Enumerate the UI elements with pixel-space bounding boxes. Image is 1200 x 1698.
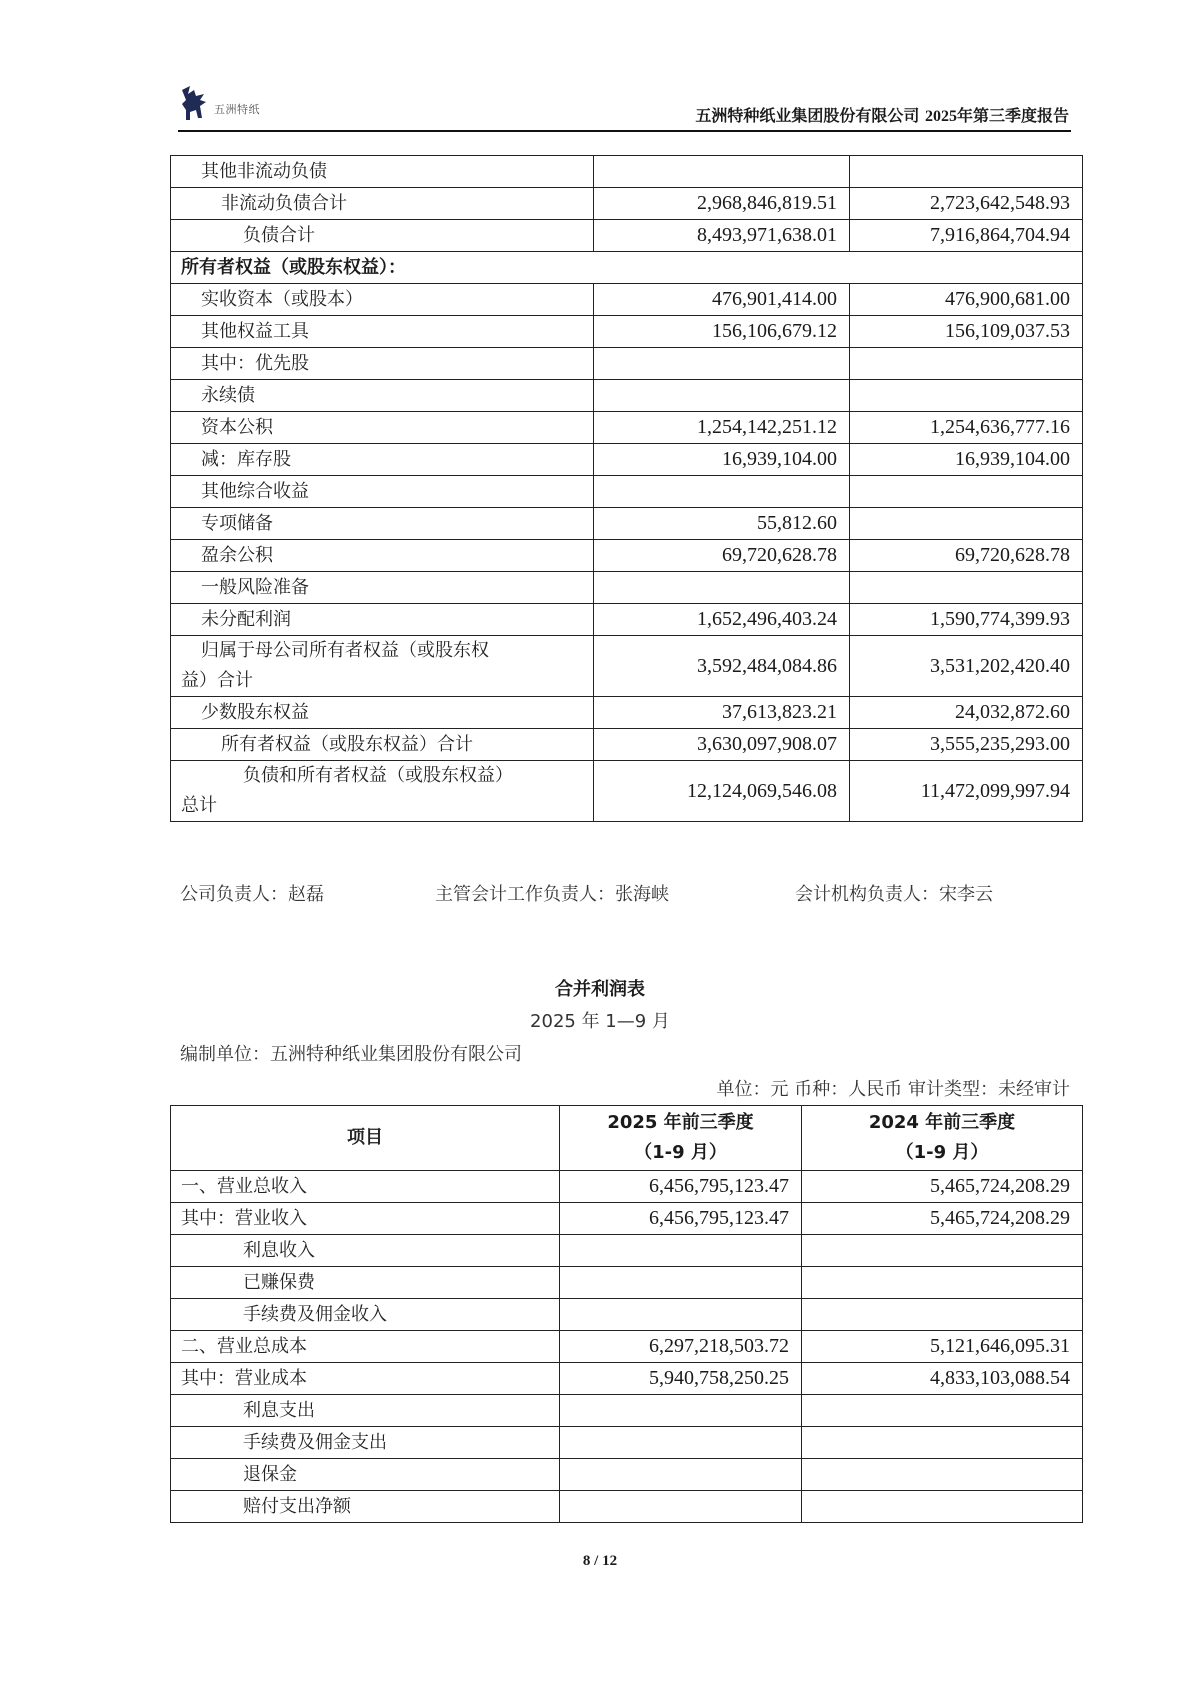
table-row xyxy=(171,252,1083,284)
table-row xyxy=(171,636,1083,697)
current-period-value: 2,968,846,819.51 xyxy=(594,188,850,220)
row-label: 减：库存股 xyxy=(171,444,594,476)
current-period-value: 6,297,218,503.72 xyxy=(560,1331,802,1363)
table-row xyxy=(171,412,1083,444)
row-label: 其他权益工具 xyxy=(171,316,594,348)
row-label: 盈余公积 xyxy=(171,540,594,572)
row-label: 未分配利润 xyxy=(171,604,594,636)
row-label: 其中：营业成本 xyxy=(171,1363,560,1395)
table-row xyxy=(171,1299,1083,1331)
table-row xyxy=(171,284,1083,316)
current-period-value: 69,720,628.78 xyxy=(594,540,850,572)
previous-period-value: 2,723,642,548.93 xyxy=(850,188,1083,220)
previous-period-value xyxy=(802,1395,1083,1427)
previous-period-value xyxy=(850,508,1083,540)
current-period-value: 156,106,679.12 xyxy=(594,316,850,348)
table-row xyxy=(171,220,1083,252)
current-period-value xyxy=(560,1427,802,1459)
current-period-value: 1,254,142,251.12 xyxy=(594,412,850,444)
previous-period-value xyxy=(850,380,1083,412)
current-period-value: 3,592,484,084.86 xyxy=(594,636,850,697)
row-label: 利息支出 xyxy=(171,1395,560,1427)
row-label: 赔付支出净额 xyxy=(171,1491,560,1523)
current-period-value xyxy=(560,1395,802,1427)
previous-period-value: 5,465,724,208.29 xyxy=(802,1203,1083,1235)
current-period-value xyxy=(560,1299,802,1331)
table-row xyxy=(171,540,1083,572)
table-row xyxy=(171,188,1083,220)
column-header-item: 项目 xyxy=(171,1106,560,1171)
previous-period-value xyxy=(802,1267,1083,1299)
header-year: 2025 xyxy=(924,108,957,125)
company-logo xyxy=(178,84,260,124)
row-label: 一、营业总收入 xyxy=(171,1171,560,1203)
current-period-value: 3,630,097,908.07 xyxy=(594,729,850,761)
current-period-value: 476,901,414.00 xyxy=(594,284,850,316)
table-row xyxy=(171,444,1083,476)
row-label: 已赚保费 xyxy=(171,1267,560,1299)
previous-period-value xyxy=(850,572,1083,604)
current-period-value: 6,456,795,123.47 xyxy=(560,1203,802,1235)
row-label: 专项储备 xyxy=(171,508,594,540)
header-report: 年第三季度报告 xyxy=(956,106,1069,125)
previous-period-value xyxy=(850,348,1083,380)
table-row xyxy=(171,1427,1083,1459)
previous-period-value xyxy=(802,1235,1083,1267)
row-label: 利息收入 xyxy=(171,1235,560,1267)
row-label: 其中：优先股 xyxy=(171,348,594,380)
current-period-value: 12,124,069,546.08 xyxy=(594,761,850,822)
table-row xyxy=(171,508,1083,540)
previous-period-value xyxy=(802,1491,1083,1523)
header-company: 五洲特种纸业集团股份有限公司 xyxy=(695,106,920,125)
income-statement-table xyxy=(170,1105,1083,1523)
current-period-value: 8,493,971,638.01 xyxy=(594,220,850,252)
row-label: 二、营业总成本 xyxy=(171,1331,560,1363)
row-label: 负债和所有者权益（或股东权益） 总计 xyxy=(171,761,594,822)
previous-period-value xyxy=(850,476,1083,508)
section-header: 所有者权益（或股东权益）： xyxy=(171,252,1083,284)
accounting-head: 主管会计工作负责人：张海峡 xyxy=(435,884,669,905)
row-label: 其他综合收益 xyxy=(171,476,594,508)
balance-sheet-table xyxy=(170,155,1083,822)
statement-period: 2025 年 1—9 月 xyxy=(530,1011,670,1032)
current-period-value: 6,456,795,123.47 xyxy=(560,1171,802,1203)
previous-period-value: 3,531,202,420.40 xyxy=(850,636,1083,697)
row-label: 其中：营业收入 xyxy=(171,1203,560,1235)
previous-period-value: 4,833,103,088.54 xyxy=(802,1363,1083,1395)
previous-period-value: 7,916,864,704.94 xyxy=(850,220,1083,252)
statement-company: 编制单位：五洲特种纸业集团股份有限公司 xyxy=(180,1044,522,1065)
previous-period-value: 3,555,235,293.00 xyxy=(850,729,1083,761)
table-row xyxy=(171,1267,1083,1299)
report-title xyxy=(695,103,1069,126)
row-label: 退保金 xyxy=(171,1459,560,1491)
current-period-value xyxy=(594,156,850,188)
previous-period-value: 24,032,872.60 xyxy=(850,697,1083,729)
table-row xyxy=(171,156,1083,188)
previous-period-value: 5,121,646,095.31 xyxy=(802,1331,1083,1363)
row-label: 永续债 xyxy=(171,380,594,412)
previous-period-value: 1,254,636,777.16 xyxy=(850,412,1083,444)
statement-unit: 单位：元 币种：人民币 审计类型：未经审计 xyxy=(716,1079,1070,1100)
table-row xyxy=(171,1395,1083,1427)
table-row xyxy=(171,1203,1083,1235)
previous-period-value: 476,900,681.00 xyxy=(850,284,1083,316)
current-period-value xyxy=(594,348,850,380)
table-row xyxy=(171,348,1083,380)
row-label: 少数股东权益 xyxy=(171,697,594,729)
table-row xyxy=(171,380,1083,412)
row-label: 一般风险准备 xyxy=(171,572,594,604)
previous-period-value: 16,939,104.00 xyxy=(850,444,1083,476)
accounting-dept-head: 会计机构负责人：宋李云 xyxy=(795,884,993,905)
row-label: 归属于母公司所有者权益（或股东权 益）合计 xyxy=(171,636,594,697)
table-row xyxy=(171,604,1083,636)
current-period-value xyxy=(560,1235,802,1267)
table-row xyxy=(171,761,1083,822)
previous-period-value xyxy=(850,156,1083,188)
statement-title: 合并利润表 xyxy=(555,979,645,1000)
row-label: 负债合计 xyxy=(171,220,594,252)
previous-period-value xyxy=(802,1459,1083,1491)
table-row xyxy=(171,316,1083,348)
current-period-value xyxy=(560,1267,802,1299)
table-header-row xyxy=(171,1106,1083,1171)
current-period-value: 16,939,104.00 xyxy=(594,444,850,476)
page-header xyxy=(178,84,1071,132)
previous-period-value: 69,720,628.78 xyxy=(850,540,1083,572)
current-period-value xyxy=(560,1491,802,1523)
table-row xyxy=(171,572,1083,604)
column-header-current: 2025 年前三季度 （1-9 月） xyxy=(560,1106,802,1171)
table-row xyxy=(171,697,1083,729)
table-row xyxy=(171,1171,1083,1203)
table-row xyxy=(171,1235,1083,1267)
table-row xyxy=(171,729,1083,761)
table-row xyxy=(171,1459,1083,1491)
row-label: 资本公积 xyxy=(171,412,594,444)
row-label: 非流动负债合计 xyxy=(171,188,594,220)
previous-period-value: 11,472,099,997.94 xyxy=(850,761,1083,822)
previous-period-value xyxy=(802,1299,1083,1331)
company-head: 公司负责人：赵磊 xyxy=(180,884,324,905)
current-period-value: 5,940,758,250.25 xyxy=(560,1363,802,1395)
table-row xyxy=(171,1363,1083,1395)
previous-period-value: 156,109,037.53 xyxy=(850,316,1083,348)
current-period-value xyxy=(560,1459,802,1491)
table-row xyxy=(171,1331,1083,1363)
column-header-previous: 2024 年前三季度 （1-9 月） xyxy=(802,1106,1083,1171)
current-period-value xyxy=(594,380,850,412)
current-period-value xyxy=(594,572,850,604)
previous-period-value xyxy=(802,1427,1083,1459)
previous-period-value: 1,590,774,399.93 xyxy=(850,604,1083,636)
page-number: 8 / 12 xyxy=(582,1553,618,1569)
current-period-value: 55,812.60 xyxy=(594,508,850,540)
row-label: 其他非流动负债 xyxy=(171,156,594,188)
table-row xyxy=(171,476,1083,508)
current-period-value: 1,652,496,403.24 xyxy=(594,604,850,636)
previous-period-value: 5,465,724,208.29 xyxy=(802,1171,1083,1203)
row-label: 手续费及佣金支出 xyxy=(171,1427,560,1459)
row-label: 所有者权益（或股东权益）合计 xyxy=(171,729,594,761)
current-period-value xyxy=(594,476,850,508)
row-label: 手续费及佣金收入 xyxy=(171,1299,560,1331)
current-period-value: 37,613,823.21 xyxy=(594,697,850,729)
logo-text: 五洲特纸 xyxy=(214,103,260,116)
row-label: 实收资本（或股本） xyxy=(171,284,594,316)
griffin-logo-icon xyxy=(178,84,210,124)
table-row xyxy=(171,1491,1083,1523)
